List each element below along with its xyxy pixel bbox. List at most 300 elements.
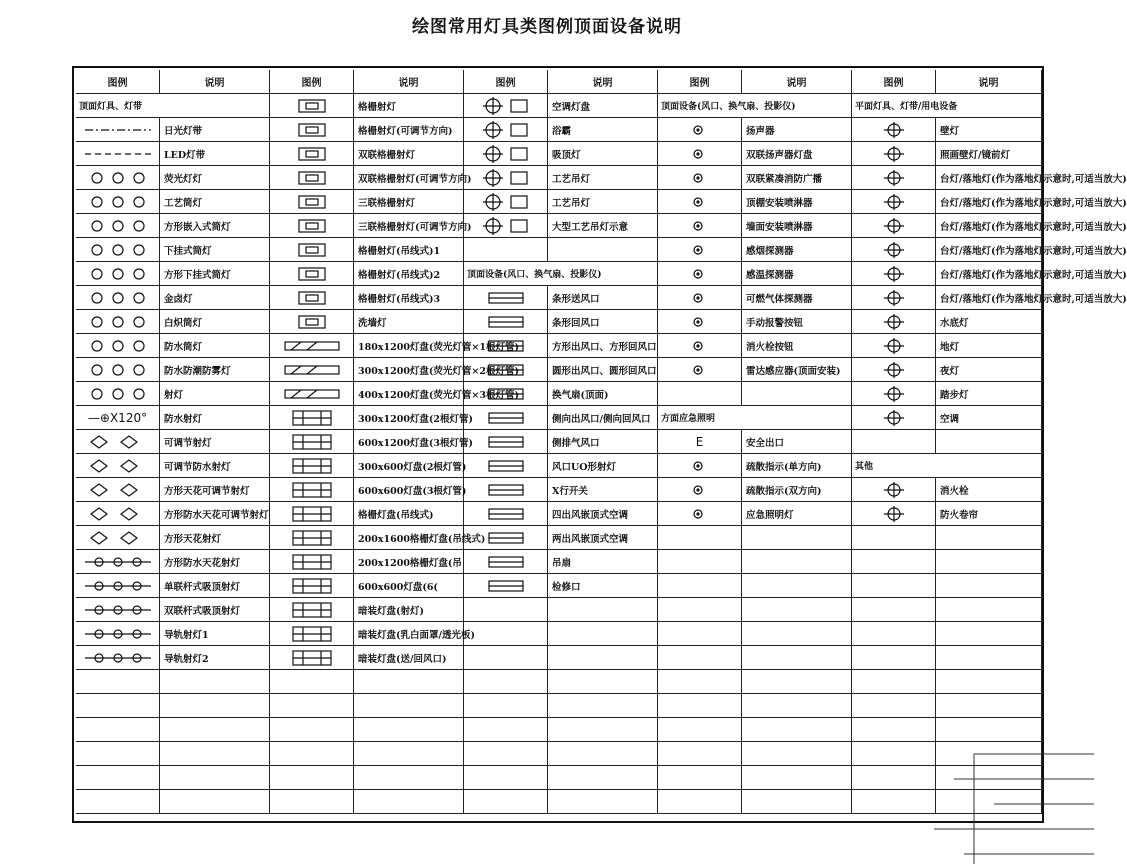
legend-symbol: [852, 166, 936, 190]
empty-cell: [548, 694, 658, 718]
double-track-icon: [83, 601, 153, 619]
legend-symbol: [76, 358, 160, 382]
legend-desc: 方形出风口、方形回风口: [548, 334, 658, 358]
legend-symbol: [464, 286, 548, 310]
legend-symbol-icon: [277, 601, 347, 619]
empty-cell: [160, 766, 270, 790]
col4-header-symbol: 图例: [658, 70, 742, 94]
legend-symbol: [76, 310, 160, 334]
legend-symbol: [658, 646, 742, 670]
legend-symbol: [852, 262, 936, 286]
legend-symbol: [270, 574, 354, 598]
legend-symbol: [658, 262, 742, 286]
legend-symbol: [852, 310, 936, 334]
legend-symbol: [270, 214, 354, 238]
legend-symbol-icon: [471, 193, 541, 211]
legend-desc: [548, 622, 658, 646]
legend-symbol: [658, 238, 742, 262]
col4-header-desc: 说明: [742, 70, 852, 94]
legend-desc: 方形天花射灯: [160, 526, 270, 550]
legend-symbol-icon: [665, 457, 735, 475]
legend-symbol: [658, 286, 742, 310]
legend-symbol-icon: [665, 265, 735, 283]
pendant-downlight-icon: [83, 241, 153, 259]
legend-symbol-icon: [277, 409, 347, 427]
legend-desc: 双联格栅射灯: [354, 142, 464, 166]
legend-desc: 吸顶灯: [548, 142, 658, 166]
empty-cell: [548, 742, 658, 766]
legend-desc: 吊扇: [548, 550, 658, 574]
legend-desc: 暗装灯盘(送/回风口): [354, 646, 464, 670]
empty-cell: [742, 694, 852, 718]
empty-cell: [464, 670, 548, 694]
legend-desc: 水底灯: [936, 310, 1042, 334]
ceiling-spot-icon: [83, 529, 153, 547]
col5-header-symbol: 图例: [852, 70, 936, 94]
legend-desc: X行开关: [548, 478, 658, 502]
legend-desc: 空调灯盘: [548, 94, 658, 118]
legend-symbol: [270, 646, 354, 670]
legend-symbol-icon: [471, 289, 541, 307]
legend-symbol: [852, 550, 936, 574]
legend-symbol: [464, 214, 548, 238]
empty-cell: [354, 694, 464, 718]
empty-cell: [76, 742, 160, 766]
legend-symbol: [76, 550, 160, 574]
legend-symbol: [852, 142, 936, 166]
empty-cell: [548, 790, 658, 814]
legend-desc: 顶棚安装喷淋器: [742, 190, 852, 214]
empty-cell: [852, 742, 936, 766]
legend-symbol: [464, 526, 548, 550]
legend-desc: 可调节射灯: [160, 430, 270, 454]
gold-downlight-icon: [83, 289, 153, 307]
legend-symbol: [464, 310, 548, 334]
legend-desc: 暗装灯盘(乳白面罩/透光板): [354, 622, 464, 646]
legend-symbol: [464, 622, 548, 646]
legend-symbol: [464, 358, 548, 382]
legend-desc: 防水筒灯: [160, 334, 270, 358]
empty-cell: [936, 694, 1042, 718]
empty-cell: [76, 670, 160, 694]
legend-symbol: [270, 238, 354, 262]
legend-symbol: [76, 646, 160, 670]
legend-desc: 方形防水天花射灯: [160, 550, 270, 574]
empty-cell: [658, 694, 742, 718]
legend-desc: 地灯: [936, 334, 1042, 358]
line-dash-icon: [83, 121, 153, 139]
legend-desc: [936, 526, 1042, 550]
legend-symbol: [658, 454, 742, 478]
legend-symbol-icon: [859, 241, 929, 259]
legend-desc: 可燃气体探测器: [742, 286, 852, 310]
legend-symbol-icon: [277, 529, 347, 547]
legend-symbol: [658, 310, 742, 334]
legend-symbol: [76, 286, 160, 310]
legend-symbol: [852, 358, 936, 382]
legend-symbol: [852, 478, 936, 502]
legend-symbol: [270, 166, 354, 190]
empty-cell: [464, 718, 548, 742]
legend-symbol-icon: [277, 553, 347, 571]
legend-desc: 日光灯带: [160, 118, 270, 142]
legend-desc: 工艺吊灯: [548, 190, 658, 214]
legend-desc: 换气扇(顶面): [548, 382, 658, 406]
page-title: 绘图常用灯具类图例顶面设备说明: [412, 17, 682, 37]
legend-desc: 风口UO形射灯: [548, 454, 658, 478]
legend-symbol-icon: [277, 97, 347, 115]
legend-symbol: [852, 526, 936, 550]
legend-symbol: [270, 358, 354, 382]
legend-desc: 台灯/落地灯(作为落地灯示意时,可适当放大): [936, 238, 1042, 262]
adjustable-spot-icon: [83, 433, 153, 451]
legend-symbol: [270, 94, 354, 118]
empty-cell: [852, 646, 936, 670]
ceiling-adjustable-spot-icon: [83, 481, 153, 499]
legend-desc: [742, 598, 852, 622]
legend-symbol: [270, 142, 354, 166]
empty-cell: [658, 766, 742, 790]
legend-desc: 夜灯: [936, 358, 1042, 382]
legend-symbol-icon: [471, 169, 541, 187]
legend-symbol: [270, 430, 354, 454]
legend-symbol: [464, 238, 548, 262]
legend-desc: 格栅射灯(吊线式)3: [354, 286, 464, 310]
legend-symbol-icon: [665, 217, 735, 235]
legend-desc: [742, 574, 852, 598]
empty-cell: [270, 742, 354, 766]
adjustable-waterproof-spot-icon: [83, 457, 153, 475]
legend-symbol: [76, 526, 160, 550]
empty-cell: [354, 670, 464, 694]
legend-symbol: [464, 454, 548, 478]
downlight-triple-icon: [83, 193, 153, 211]
legend-symbol-icon: [277, 481, 347, 499]
legend-symbol-icon: [277, 241, 347, 259]
legend-symbol-icon: [665, 145, 735, 163]
legend-symbol-icon: [277, 457, 347, 475]
col1-header-desc: 说明: [160, 70, 270, 94]
legend-desc: 应急照明灯: [742, 502, 852, 526]
legend-desc: LED灯带: [160, 142, 270, 166]
legend-symbol-icon: [859, 169, 929, 187]
empty-cell: [742, 742, 852, 766]
legend-symbol-icon: [859, 289, 929, 307]
legend-symbol-icon: [471, 313, 541, 331]
symbol-text: E: [695, 434, 704, 449]
legend-symbol-icon: [277, 337, 347, 355]
legend-symbol: [464, 406, 548, 430]
legend-desc: 四出风嵌顶式空调: [548, 502, 658, 526]
legend-desc: 工艺筒灯: [160, 190, 270, 214]
legend-symbol-icon: [859, 385, 929, 403]
legend-symbol: [270, 334, 354, 358]
empty-cell: [742, 790, 852, 814]
legend-desc: 大型工艺吊灯示意: [548, 214, 658, 238]
single-track-icon: [83, 577, 153, 595]
white-downlight-icon: [83, 313, 153, 331]
legend-symbol-icon: [859, 145, 929, 163]
legend-symbol-icon: [665, 505, 735, 523]
empty-cell: [658, 742, 742, 766]
empty-cell: [936, 622, 1042, 646]
legend-symbol: [852, 430, 936, 454]
section-label: 其他: [852, 454, 1042, 478]
legend-desc: 圆形出风口、圆形回风口: [548, 358, 658, 382]
section-label: 平面灯具、灯带/用电设备: [852, 94, 1042, 118]
ceiling-waterproof-spot2-icon: [83, 553, 153, 571]
legend-desc: 300x600灯盘(2根灯管): [354, 454, 464, 478]
legend-symbol: [658, 142, 742, 166]
empty-cell: [548, 766, 658, 790]
legend-symbol: [76, 382, 160, 406]
legend-symbol: [464, 334, 548, 358]
legend-symbol-icon: [471, 337, 541, 355]
empty-cell: [354, 742, 464, 766]
legend-symbol: [852, 598, 936, 622]
legend-symbol: [658, 502, 742, 526]
empty-cell: [76, 790, 160, 814]
legend-symbol: [852, 238, 936, 262]
legend-desc: 手动报警按钮: [742, 310, 852, 334]
legend-desc: 条形送风口: [548, 286, 658, 310]
empty-cell: [270, 718, 354, 742]
empty-cell: [548, 670, 658, 694]
legend-desc: 600x1200灯盘(3根灯管): [354, 430, 464, 454]
legend-symbol-icon: [277, 625, 347, 643]
legend-desc: 三联格栅射灯(可调节方向): [354, 214, 464, 238]
legend-symbol: [270, 454, 354, 478]
empty-cell: [354, 766, 464, 790]
legend-symbol-icon: [471, 457, 541, 475]
empty-cell: [464, 646, 548, 670]
legend-desc: 扬声器: [742, 118, 852, 142]
legend-desc: 三联格栅射灯: [354, 190, 464, 214]
legend-symbol: [270, 310, 354, 334]
legend-symbol-icon: [277, 649, 347, 667]
legend-desc: 防水射灯: [160, 406, 270, 430]
legend-symbol: [464, 574, 548, 598]
legend-desc: 安全出口: [742, 430, 852, 454]
legend-symbol-icon: [665, 169, 735, 187]
empty-cell: [742, 670, 852, 694]
legend-symbol-icon: [471, 145, 541, 163]
legend-symbol-icon: [859, 265, 929, 283]
legend-symbol: [76, 430, 160, 454]
legend-symbol: [464, 502, 548, 526]
legend-symbol: [464, 190, 548, 214]
legend-desc: 格栅射灯: [354, 94, 464, 118]
empty-cell: [464, 766, 548, 790]
legend-symbol-icon: [665, 337, 735, 355]
empty-cell: [548, 646, 658, 670]
legend-symbol: [270, 478, 354, 502]
rail-spot2-icon: [83, 649, 153, 667]
legend-symbol-icon: [471, 529, 541, 547]
legend-symbol-icon: [277, 313, 347, 331]
dashed-lines-decoration: [934, 734, 1094, 864]
legend-symbol-icon: [665, 121, 735, 139]
legend-symbol: [464, 94, 548, 118]
legend-symbol-icon: [471, 553, 541, 571]
legend-symbol: [658, 358, 742, 382]
section-label: 顶面设备(风口、换气扇、投影仪): [464, 262, 658, 286]
square-downlight-icon: [83, 217, 153, 235]
section-label: 顶面灯具、灯带: [76, 94, 270, 118]
legend-symbol-icon: [471, 97, 541, 115]
tube-icon: [83, 169, 153, 187]
legend-desc: 两出风嵌顶式空调: [548, 526, 658, 550]
legend-symbol-icon: [859, 121, 929, 139]
legend-symbol: [852, 190, 936, 214]
legend-symbol: [658, 166, 742, 190]
legend-symbol: [76, 334, 160, 358]
legend-desc: 条形回风口: [548, 310, 658, 334]
legend-symbol: [76, 502, 160, 526]
legend-desc: [742, 382, 852, 406]
legend-desc: 双联杆式吸顶射灯: [160, 598, 270, 622]
legend-symbol: [76, 598, 160, 622]
legend-symbol: [852, 502, 936, 526]
square-pendant-icon: [83, 265, 153, 283]
legend-desc: 雷达感应器(顶面安装): [742, 358, 852, 382]
legend-desc: 墙面安装喷淋器: [742, 214, 852, 238]
legend-symbol-icon: [277, 265, 347, 283]
led-strip-icon: [83, 145, 153, 163]
legend-symbol-icon: [277, 289, 347, 307]
legend-desc: 洗墙灯: [354, 310, 464, 334]
legend-symbol-icon: [665, 361, 735, 379]
legend-desc: 检修口: [548, 574, 658, 598]
legend-desc: 导轨射灯1: [160, 622, 270, 646]
waterproof-downlight-icon: [83, 337, 153, 355]
legend-symbol: [76, 454, 160, 478]
legend-symbol-icon: [471, 361, 541, 379]
empty-cell: [160, 742, 270, 766]
legend-symbol-icon: [471, 505, 541, 523]
legend-symbol: [464, 550, 548, 574]
empty-cell: [852, 694, 936, 718]
legend-symbol: [464, 598, 548, 622]
col3-header-desc: 说明: [548, 70, 658, 94]
legend-desc: 格栅射灯(吊线式)1: [354, 238, 464, 262]
legend-symbol: [270, 622, 354, 646]
legend-symbol: [852, 214, 936, 238]
section-label: 顶面设备(风口、换气扇、投影仪): [658, 94, 852, 118]
legend-desc: 疏散指示(双方向): [742, 478, 852, 502]
legend-desc: 消火栓: [936, 478, 1042, 502]
legend-symbol-icon: [859, 193, 929, 211]
legend-symbol: [76, 406, 160, 430]
legend-desc: 台灯/落地灯(作为落地灯示意时,可适当放大): [936, 214, 1042, 238]
legend-desc: 方形下挂式筒灯: [160, 262, 270, 286]
legend-desc: 金卤灯: [160, 286, 270, 310]
legend-symbol: [76, 190, 160, 214]
legend-symbol-icon: [471, 409, 541, 427]
ceiling-waterproof-spot-icon: [83, 505, 153, 523]
legend-symbol: [658, 190, 742, 214]
legend-desc: [548, 598, 658, 622]
legend-desc: 空调: [936, 406, 1042, 430]
legend-desc: [742, 646, 852, 670]
col3-header-symbol: 图例: [464, 70, 548, 94]
empty-cell: [936, 670, 1042, 694]
legend-desc: 600x600灯盘(6(: [354, 574, 464, 598]
legend-symbol: [658, 574, 742, 598]
empty-cell: [742, 718, 852, 742]
legend-symbol-icon: [471, 385, 541, 403]
col2-header-symbol: 图例: [270, 70, 354, 94]
legend-symbol: [270, 550, 354, 574]
col1-header-symbol: 图例: [76, 70, 160, 94]
legend-symbol-icon: [471, 433, 541, 451]
section-label: 方面应急照明: [658, 406, 852, 430]
legend-symbol: [270, 598, 354, 622]
legend-desc: [936, 430, 1042, 454]
legend-symbol: [270, 502, 354, 526]
fog-downlight-icon: [83, 361, 153, 379]
legend-desc: 300x1200灯盘(荧光灯管×2根灯管): [354, 358, 464, 382]
empty-cell: [852, 718, 936, 742]
legend-desc: 200x1600格栅灯盘(吊线式): [354, 526, 464, 550]
legend-symbol-icon: [277, 121, 347, 139]
legend-desc: 格栅射灯(可调节方向): [354, 118, 464, 142]
legend-symbol: [464, 142, 548, 166]
legend-desc: 单联杆式吸顶射灯: [160, 574, 270, 598]
legend-desc: [742, 550, 852, 574]
legend-symbol: [852, 118, 936, 142]
legend-desc: 侧排气风口: [548, 430, 658, 454]
legend-symbol: [76, 166, 160, 190]
legend-symbol: [76, 142, 160, 166]
legend-symbol-icon: [859, 337, 929, 355]
empty-cell: [464, 694, 548, 718]
empty-cell: [160, 718, 270, 742]
legend-symbol-icon: [859, 481, 929, 499]
legend-desc: 防火卷帘: [936, 502, 1042, 526]
legend-symbol-icon: [277, 433, 347, 451]
legend-symbol-icon: [859, 313, 929, 331]
legend-table: [76, 70, 1127, 820]
empty-cell: [354, 790, 464, 814]
legend-symbol-icon: [859, 361, 929, 379]
legend-symbol-icon: [277, 193, 347, 211]
empty-cell: [548, 718, 658, 742]
legend-desc: [742, 526, 852, 550]
empty-cell: [76, 694, 160, 718]
legend-symbol-icon: [471, 121, 541, 139]
legend-symbol: [658, 622, 742, 646]
empty-cell: [936, 646, 1042, 670]
legend-desc: 格栅射灯(吊线式)2: [354, 262, 464, 286]
legend-symbol-icon: [277, 145, 347, 163]
legend-desc: 台灯/落地灯(作为落地灯示意时,可适当放大): [936, 262, 1042, 286]
legend-desc: 白炽筒灯: [160, 310, 270, 334]
legend-symbol-icon: [277, 169, 347, 187]
legend-desc: 200x1200格栅灯盘(吊: [354, 550, 464, 574]
empty-cell: [76, 718, 160, 742]
symbol-text: —⊕X120°: [87, 410, 148, 425]
legend-symbol-icon: [471, 577, 541, 595]
legend-desc: 照画壁灯/镜前灯: [936, 142, 1042, 166]
empty-cell: [270, 670, 354, 694]
legend-symbol: [464, 430, 548, 454]
empty-cell: [160, 694, 270, 718]
legend-symbol: [270, 382, 354, 406]
legend-desc: 600x600灯盘(3根灯管): [354, 478, 464, 502]
empty-cell: [852, 670, 936, 694]
empty-cell: [270, 766, 354, 790]
